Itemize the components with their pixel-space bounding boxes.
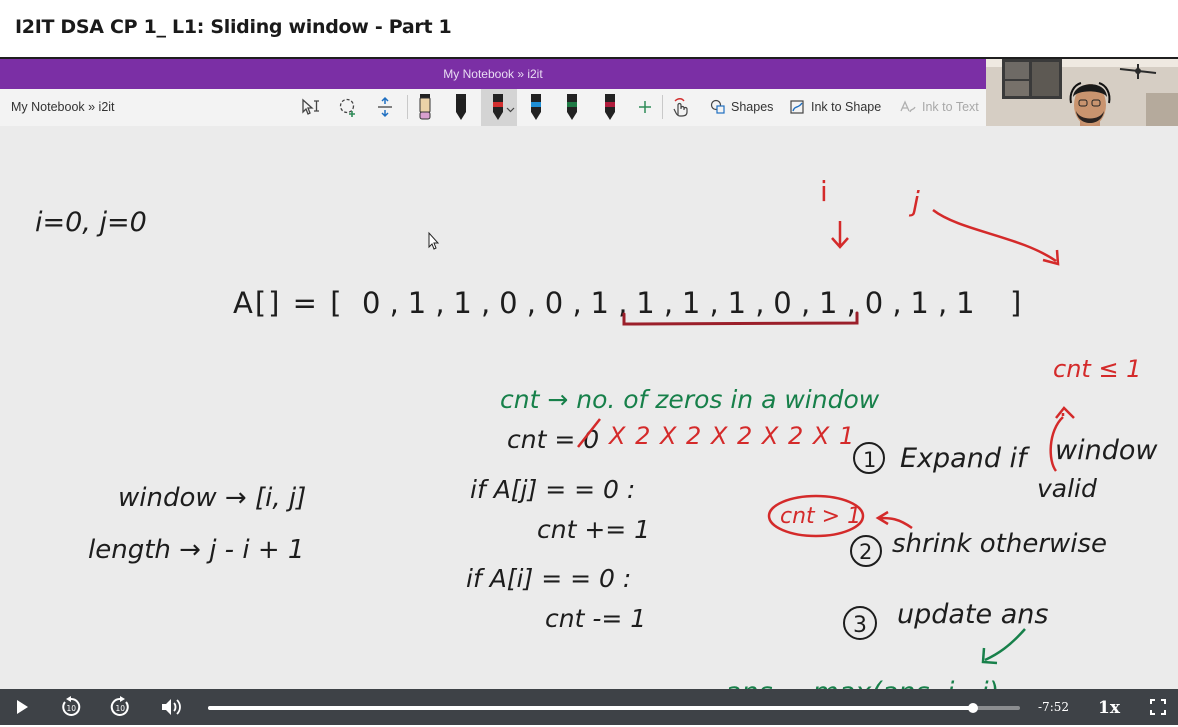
array-value: 1 ,	[590, 286, 628, 320]
array-value: 1 ,	[636, 286, 674, 320]
highlighter-pen-icon[interactable]	[416, 93, 434, 121]
rewind-10-button[interactable]	[58, 689, 84, 725]
svg-text:10: 10	[66, 704, 77, 713]
video-title: I2IT DSA CP 1_ L1: Sliding window - Part 1	[0, 0, 1178, 57]
cnt-init: cnt = 0	[507, 425, 600, 454]
step2-text: shrink otherwise	[892, 529, 1108, 559]
svg-text:10: 10	[115, 704, 126, 713]
i-marker: i	[820, 175, 828, 208]
time-remaining: -7:52	[1038, 700, 1070, 714]
cnt-definition: cnt → no. of zeros in a window	[500, 385, 880, 414]
array-values	[362, 286, 975, 320]
ribbon-separator	[407, 95, 408, 119]
ans-arrow-icon	[983, 629, 1025, 663]
type-select-icon[interactable]	[298, 93, 322, 121]
j-curve-arrow-icon	[933, 210, 1058, 264]
progress-bar[interactable]	[208, 706, 1020, 710]
valid-up-arrow-icon	[1056, 408, 1074, 418]
shapes-icon	[710, 99, 726, 115]
array-value: 1 ,	[681, 286, 719, 320]
ink-to-text-icon	[899, 99, 917, 115]
array-value: 1 ,	[819, 286, 856, 320]
invalid-arrow-icon	[878, 512, 912, 528]
array-value: 0 ,	[362, 286, 399, 320]
play-button[interactable]	[10, 689, 34, 725]
init-note: i=0, j=0	[35, 207, 147, 238]
play-icon	[15, 699, 29, 715]
j-marker: j	[912, 185, 920, 218]
array-value: 1 ,	[727, 286, 765, 320]
blue-pen-icon[interactable]	[527, 93, 545, 121]
i-down-arrow-icon	[832, 221, 848, 247]
mouse-cursor-icon	[429, 233, 438, 249]
onenote-titlebar: My Notebook » i2it	[0, 59, 986, 89]
black-pen-icon[interactable]	[452, 93, 470, 121]
array-value: 1	[956, 286, 975, 320]
array-value: 0 ,	[773, 286, 811, 320]
invalid-condition: cnt > 1	[780, 504, 862, 529]
ribbon-separator	[662, 95, 663, 119]
cnt-decrement: cnt -= 1	[545, 604, 647, 633]
add-space-icon[interactable]	[373, 93, 397, 121]
array-value: 1 ,	[910, 286, 948, 320]
window-def: window → [i, j]	[118, 483, 307, 513]
lasso-select-icon[interactable]	[336, 93, 360, 121]
step3-number	[844, 607, 876, 639]
array-value: 1 ,	[453, 286, 491, 320]
green-pen-icon[interactable]	[563, 93, 581, 121]
step3-text: update ans	[897, 599, 1049, 630]
if-expand: if A[j] = = 0 :	[470, 475, 636, 504]
shapes-label: Shapes	[731, 100, 774, 114]
progress-fill	[208, 706, 973, 710]
progress-knob[interactable]	[968, 703, 978, 713]
array-close: ]	[1010, 286, 1022, 320]
rewind-10-icon	[60, 696, 82, 718]
playback-speed-button[interactable]: 1x	[1098, 698, 1120, 718]
ink-to-text-label: Ink to Text	[922, 100, 979, 114]
svg-text:3: 3	[853, 613, 867, 638]
array-value: 0 ,	[499, 286, 536, 320]
notebook-breadcrumb[interactable]: My Notebook » i2it	[11, 100, 115, 114]
fullscreen-button[interactable]	[1146, 689, 1170, 725]
step1-valid: valid	[1037, 474, 1097, 503]
array-label: A[] = [	[233, 286, 344, 320]
valid-condition: cnt ≤ 1	[1053, 355, 1142, 383]
cnt-history: X 2 X 2 X 2 X 2 X 1	[609, 422, 856, 450]
svg-text:1: 1	[863, 448, 877, 472]
forward-10-button[interactable]	[107, 689, 133, 725]
array-value: 1 ,	[407, 286, 445, 320]
shapes-button[interactable]	[710, 89, 773, 125]
crimson-pen-icon[interactable]	[601, 93, 619, 121]
notebook-canvas[interactable]	[0, 126, 1178, 689]
fullscreen-icon	[1150, 699, 1166, 715]
chevron-down-icon[interactable]	[505, 105, 515, 115]
if-shrink: if A[i] = = 0 :	[466, 564, 632, 593]
ink-to-shape-button[interactable]	[789, 89, 881, 125]
step1-text: Expand if	[900, 443, 1027, 474]
svg-text:2: 2	[859, 540, 873, 564]
touch-draw-icon[interactable]	[671, 93, 691, 121]
step2-number	[851, 536, 881, 566]
pen-color-swatch	[420, 112, 430, 119]
step1-window: window	[1055, 435, 1158, 466]
array-value: 0 ,	[864, 286, 902, 320]
onenote-ribbon	[0, 89, 986, 127]
step1-number	[854, 443, 884, 473]
add-pen-icon[interactable]	[636, 93, 654, 121]
array-value: 0 ,	[544, 286, 582, 320]
cnt-increment: cnt += 1	[537, 515, 651, 544]
ink-to-text-button[interactable]	[899, 89, 979, 125]
volume-button[interactable]	[158, 689, 186, 725]
ink-to-shape-label: Ink to Shape	[811, 100, 882, 114]
ink-to-shape-icon	[789, 99, 806, 115]
forward-10-icon	[109, 696, 131, 718]
length-def: length → j - i + 1	[88, 535, 305, 565]
volume-icon	[161, 698, 183, 716]
